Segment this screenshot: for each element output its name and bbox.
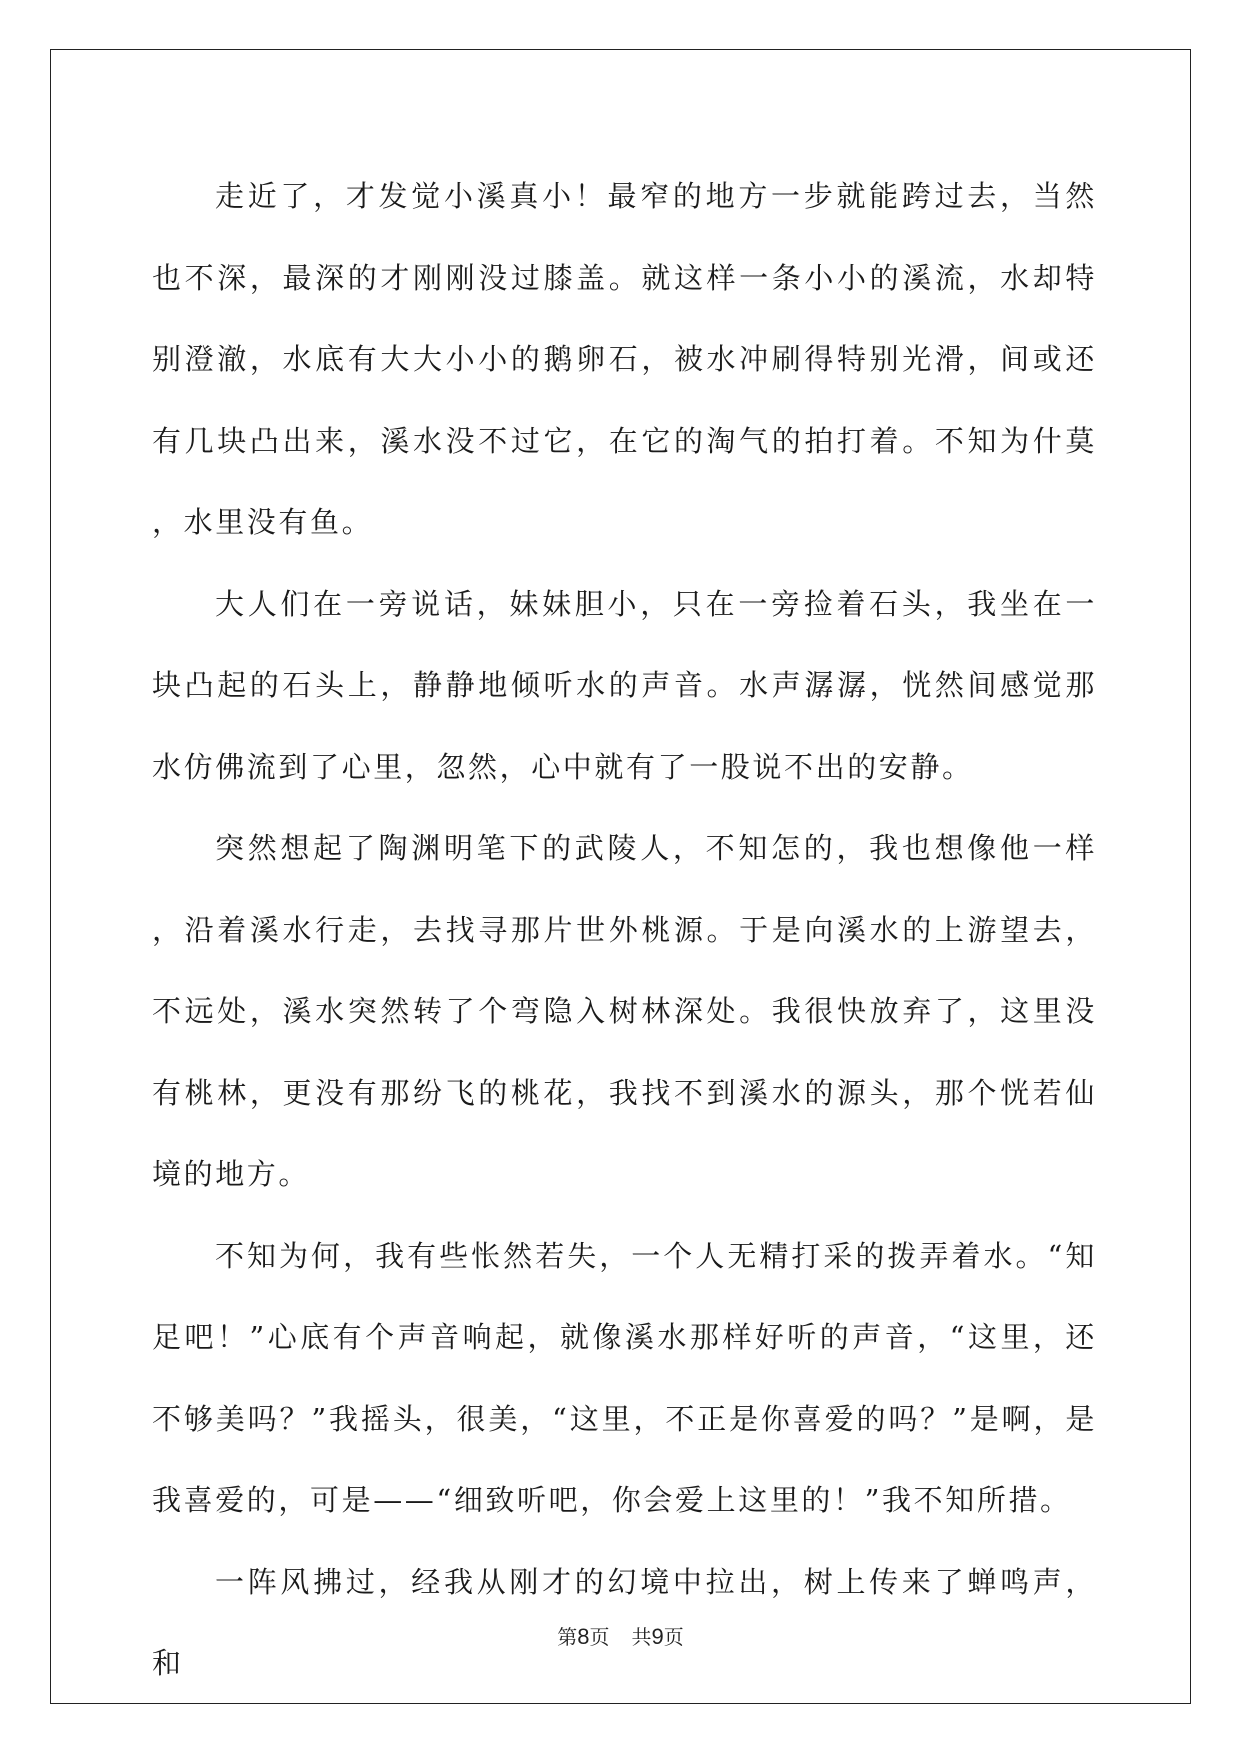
paragraph: 一阵风拂过，经我从刚才的幻境中拉出，树上传来了蝉鸣声，和: [152, 1564, 1097, 1680]
footer-prefix: 第: [557, 1625, 578, 1649]
total-pages-number: 9: [651, 1624, 664, 1649]
paragraph: 走近了，才发觉小溪真小！最窄的地方一步就能跨过去，当然也不深，最深的才刚刚没过膝盖。就这样一条小小的溪流，水却特别澄澈，水底有大大小小的鹅卵石，被水冲刷得特别光滑，间或还有几块凸出来，溪水没不过它，在它的淘气的拍打着。不知为什莫，水里没有鱼。: [152, 179, 1097, 539]
page-footer: [0, 1621, 1241, 1650]
footer-page-suffix: 页: [589, 1625, 610, 1649]
footer-total-suffix: 页: [663, 1625, 684, 1649]
paragraph: 不知为何，我有些怅然若失，一个人无精打采的拨弄着水。“知足吧！”心底有个声音响起，就像溪水那样好听的声音，“这里，还不够美吗？”我摇头，很美，“这里，不正是你喜爱的吗？”是啊，是我喜爱的，可是——“细致听吧，你会爱上这里的！”我不知所措。: [152, 1238, 1097, 1517]
paragraph: 大人们在一旁说话，妹妹胆小，只在一旁捡着石头，我坐在一块凸起的石头上，静静地倾听水的声音。水声潺潺，恍然间感觉那水仿佛流到了心里，忽然，心中就有了一股说不出的安静。: [152, 586, 1097, 784]
footer-total-prefix: 共: [631, 1625, 652, 1649]
document-body: [152, 156, 1097, 1705]
paragraph: 突然想起了陶渊明笔下的武陵人，不知怎的，我也想像他一样，沿着溪水行走，去找寻那片世外桃源。于是向溪水的上游望去，不远处，溪水突然转了个弯隐入树林深处。我很快放弃了，这里没有桃林，更没有那纷飞的桃花，我找不到溪水的源头，那个恍若仙境的地方。: [152, 831, 1097, 1191]
current-page-number: 8: [577, 1624, 590, 1649]
